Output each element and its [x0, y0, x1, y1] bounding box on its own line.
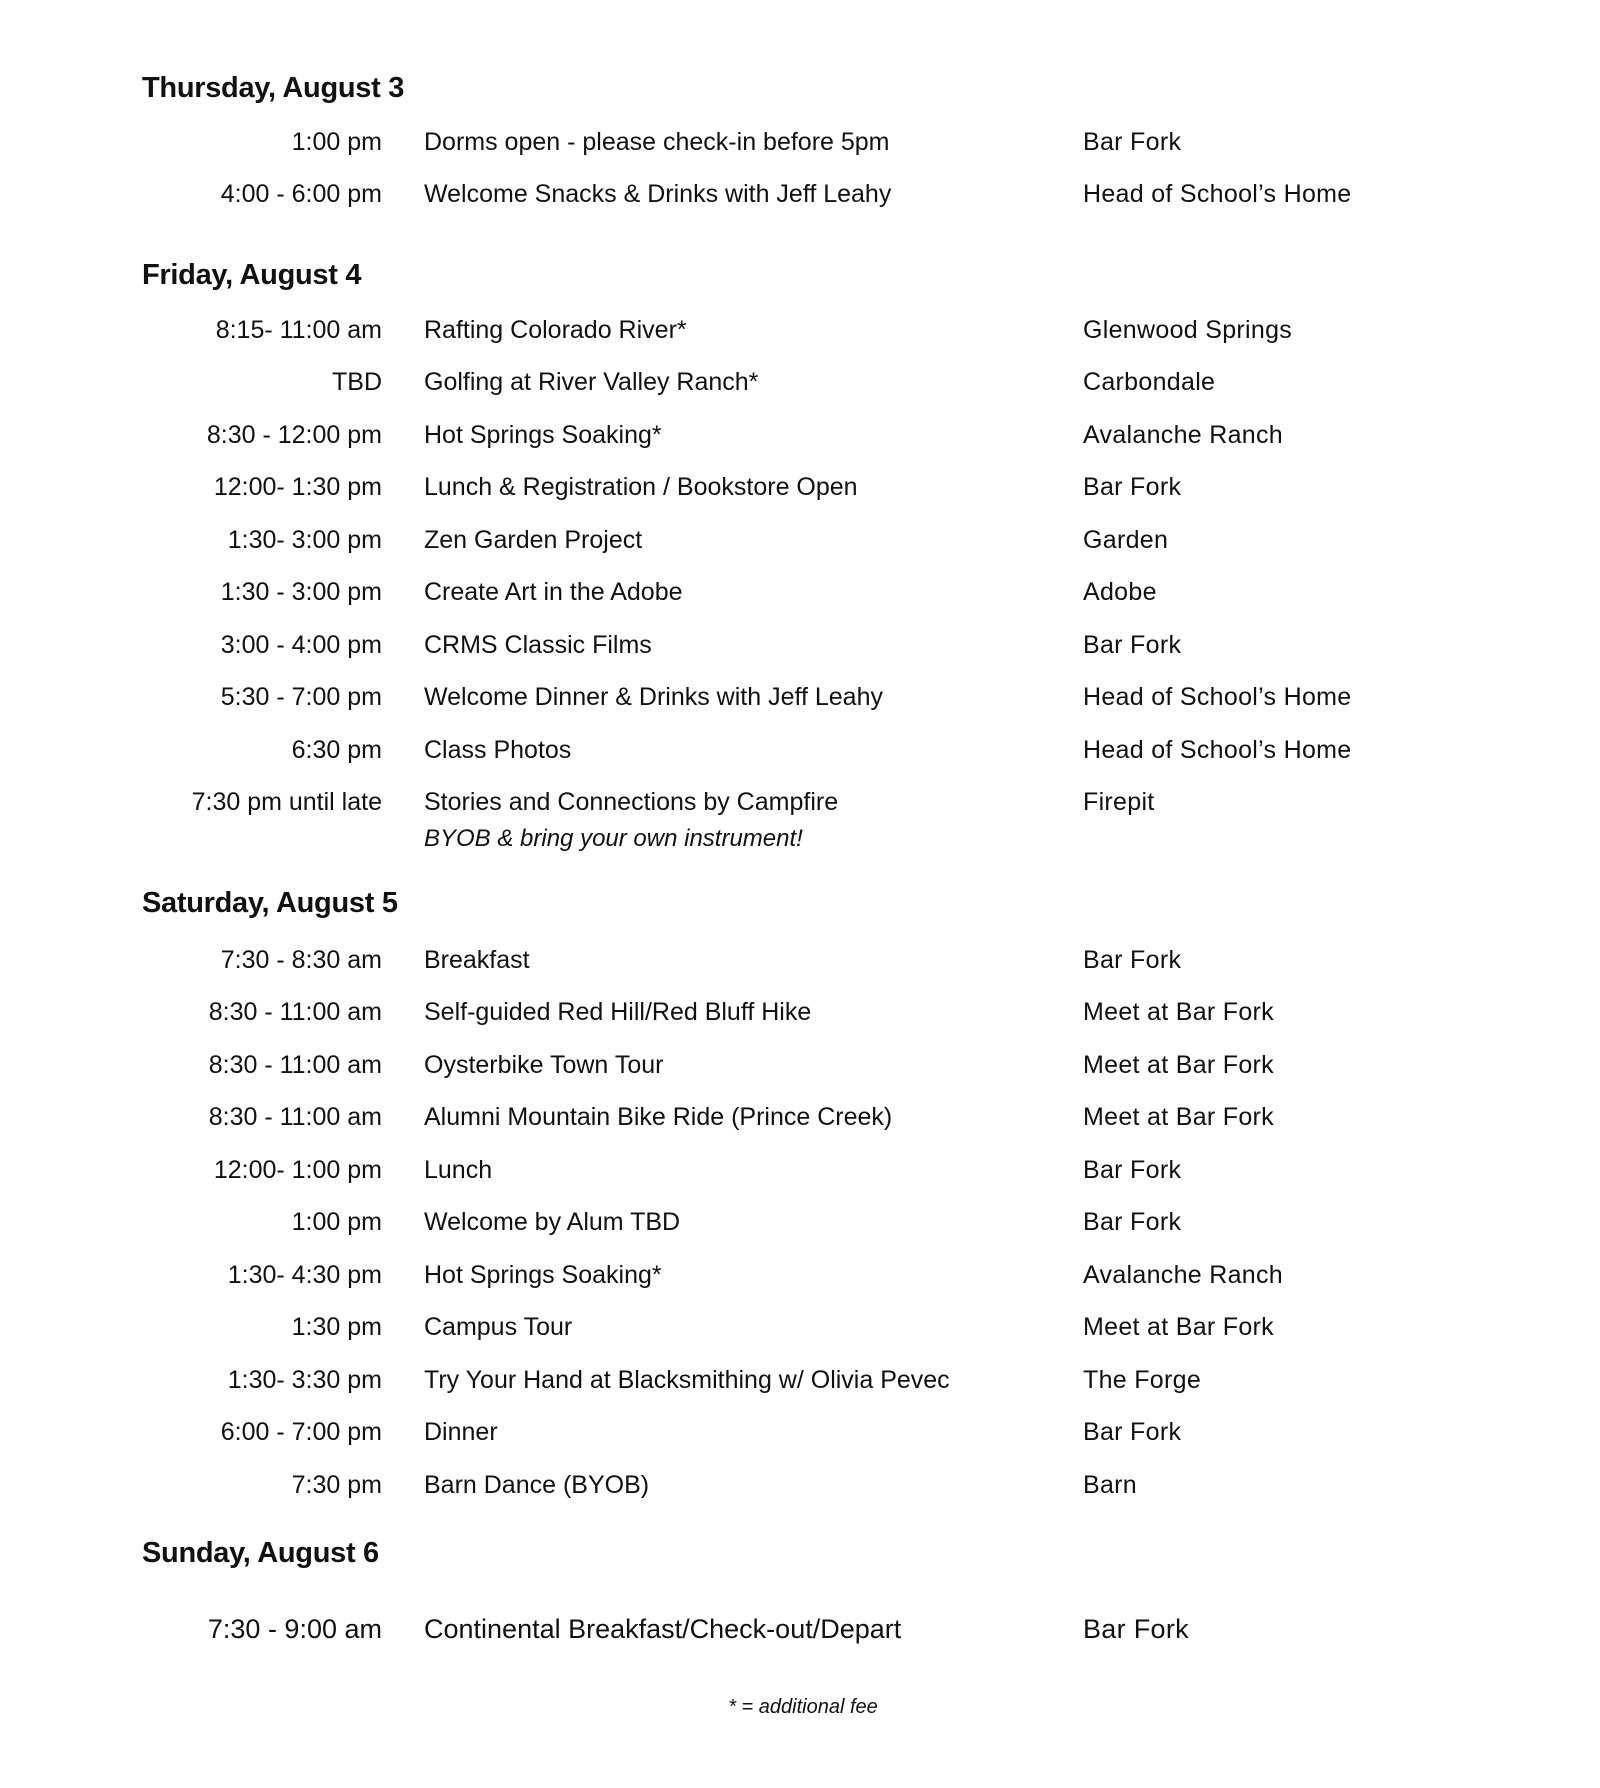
event-location: Glenwood Springs [1083, 315, 1293, 344]
event-activity: Hot Springs Soaking* [424, 1260, 662, 1289]
event-activity: Breakfast [424, 945, 530, 974]
event-location: Bar Fork [1083, 1155, 1182, 1184]
event-location: Avalanche Ranch [1083, 420, 1284, 449]
event-activity: Lunch & Registration / Bookstore Open [424, 473, 858, 502]
event-time: 12:00- 1:00 pm [213, 1155, 382, 1184]
event-time: 6:00 - 7:00 pm [220, 1418, 382, 1447]
event-time: TBD [332, 368, 382, 397]
event-list [0, 116, 1600, 221]
event-activity: Try Your Hand at Blacksmithing w/ Olivia Pevec [424, 1365, 950, 1394]
event-location: Meet at Bar Fork [1083, 1050, 1274, 1079]
event-activity: Welcome Snacks & Drinks with Jeff Leahy [424, 180, 892, 209]
event-row [0, 1144, 1600, 1197]
event-list [0, 934, 1600, 1512]
event-location: Adobe [1083, 578, 1157, 607]
event-row [0, 776, 1600, 859]
event-time: 8:30 - 12:00 pm [206, 420, 382, 449]
event-row [0, 304, 1600, 357]
event-time: 8:30 - 11:00 am [208, 1050, 382, 1079]
event-time: 4:00 - 6:00 pm [220, 180, 382, 209]
event-row [0, 1196, 1600, 1249]
event-location: Bar Fork [1083, 127, 1182, 156]
event-time: 1:30 - 3:00 pm [220, 578, 382, 607]
event-time: 1:30- 3:00 pm [227, 525, 382, 554]
event-activity: Zen Garden Project [424, 525, 643, 554]
event-row [0, 1249, 1600, 1302]
day-heading: Sunday, August 6 [142, 1537, 379, 1569]
event-activity: Class Photos [424, 735, 572, 764]
event-location: Meet at Bar Fork [1083, 1313, 1274, 1342]
event-row [0, 1603, 1600, 1656]
event-location: Firepit [1083, 788, 1155, 817]
event-time: 3:00 - 4:00 pm [220, 630, 382, 659]
event-time: 1:30 pm [291, 1313, 382, 1342]
event-activity: Barn Dance (BYOB) [424, 1470, 650, 1499]
event-row [0, 566, 1600, 619]
event-location: Head of School’s Home [1083, 180, 1352, 209]
event-activity: Oysterbike Town Tour [424, 1050, 664, 1079]
event-row [0, 116, 1600, 169]
event-row [0, 356, 1600, 409]
event-time: 7:30 - 9:00 am [207, 1613, 382, 1644]
event-row [0, 1039, 1600, 1092]
event-row [0, 619, 1600, 672]
day-friday [0, 255, 1600, 859]
event-list [0, 304, 1600, 859]
event-row [0, 1301, 1600, 1354]
event-location: Bar Fork [1083, 1208, 1182, 1237]
event-activity: Golfing at River Valley Ranch* [424, 368, 759, 397]
event-activity: Hot Springs Soaking* [424, 420, 662, 449]
event-time: 7:30 - 8:30 am [220, 945, 382, 974]
event-activity: CRMS Classic Films [424, 630, 652, 659]
event-time: 1:30- 4:30 pm [227, 1260, 382, 1289]
event-activity: Create Art in the Adobe [424, 578, 683, 607]
event-time: 12:00- 1:30 pm [213, 473, 382, 502]
event-row [0, 671, 1600, 724]
event-activity: Dorms open - please check-in before 5pm [424, 127, 890, 156]
day-heading: Friday, August 4 [142, 259, 362, 291]
event-row [0, 986, 1600, 1039]
event-activity: Stories and Connections by Campfire [424, 788, 839, 817]
event-row [0, 1354, 1600, 1407]
event-row [0, 724, 1600, 777]
event-row [0, 409, 1600, 462]
event-location: Bar Fork [1083, 1613, 1189, 1644]
day-sunday [0, 1533, 1600, 1655]
event-location: Bar Fork [1083, 630, 1182, 659]
event-location: Head of School’s Home [1083, 735, 1352, 764]
event-activity: Continental Breakfast/Check-out/Depart [424, 1613, 902, 1644]
event-location: Barn [1083, 1470, 1138, 1499]
day-heading: Thursday, August 3 [142, 72, 405, 104]
event-time: 8:15- 11:00 am [215, 315, 382, 344]
event-row [0, 168, 1600, 221]
event-activity: Dinner [424, 1418, 498, 1447]
event-activity: Alumni Mountain Bike Ride (Prince Creek) [424, 1103, 893, 1132]
event-row [0, 1091, 1600, 1144]
event-time: 8:30 - 11:00 am [208, 1103, 382, 1132]
event-activity: Rafting Colorado River* [424, 315, 687, 344]
event-location: Bar Fork [1083, 945, 1182, 974]
event-activity: Welcome by Alum TBD [424, 1208, 681, 1237]
event-location: Meet at Bar Fork [1083, 1103, 1274, 1132]
event-location: Bar Fork [1083, 473, 1182, 502]
event-row [0, 514, 1600, 567]
event-time: 7:30 pm until late [191, 788, 382, 817]
event-location: Bar Fork [1083, 1418, 1182, 1447]
event-row [0, 461, 1600, 514]
event-location: The Forge [1083, 1365, 1202, 1394]
event-location: Carbondale [1083, 368, 1216, 397]
event-time: 7:30 pm [291, 1470, 382, 1499]
event-activity: Lunch [424, 1155, 493, 1184]
event-location: Garden [1083, 525, 1169, 554]
event-time: 1:30- 3:30 pm [227, 1365, 382, 1394]
event-time: 8:30 - 11:00 am [208, 998, 382, 1027]
footnote: * = additional fee [728, 1696, 878, 1718]
event-activity: Self-guided Red Hill/Red Bluff Hike [424, 998, 812, 1027]
event-time: 1:00 pm [291, 127, 382, 156]
day-thursday [0, 68, 1600, 221]
day-heading: Saturday, August 5 [142, 887, 398, 919]
event-row [0, 1459, 1600, 1512]
event-activity: Welcome Dinner & Drinks with Jeff Leahy [424, 683, 883, 712]
event-row [0, 934, 1600, 987]
event-location: Avalanche Ranch [1083, 1260, 1284, 1289]
event-time: 5:30 - 7:00 pm [220, 683, 382, 712]
event-location: Head of School’s Home [1083, 683, 1352, 712]
event-row [0, 1406, 1600, 1459]
event-list [0, 1603, 1600, 1656]
event-time: 6:30 pm [291, 735, 382, 764]
event-time: 1:00 pm [291, 1208, 382, 1237]
event-location: Meet at Bar Fork [1083, 998, 1274, 1027]
event-note: BYOB & bring your own instrument! [424, 824, 803, 852]
day-saturday [0, 883, 1600, 1511]
event-activity: Campus Tour [424, 1313, 573, 1342]
